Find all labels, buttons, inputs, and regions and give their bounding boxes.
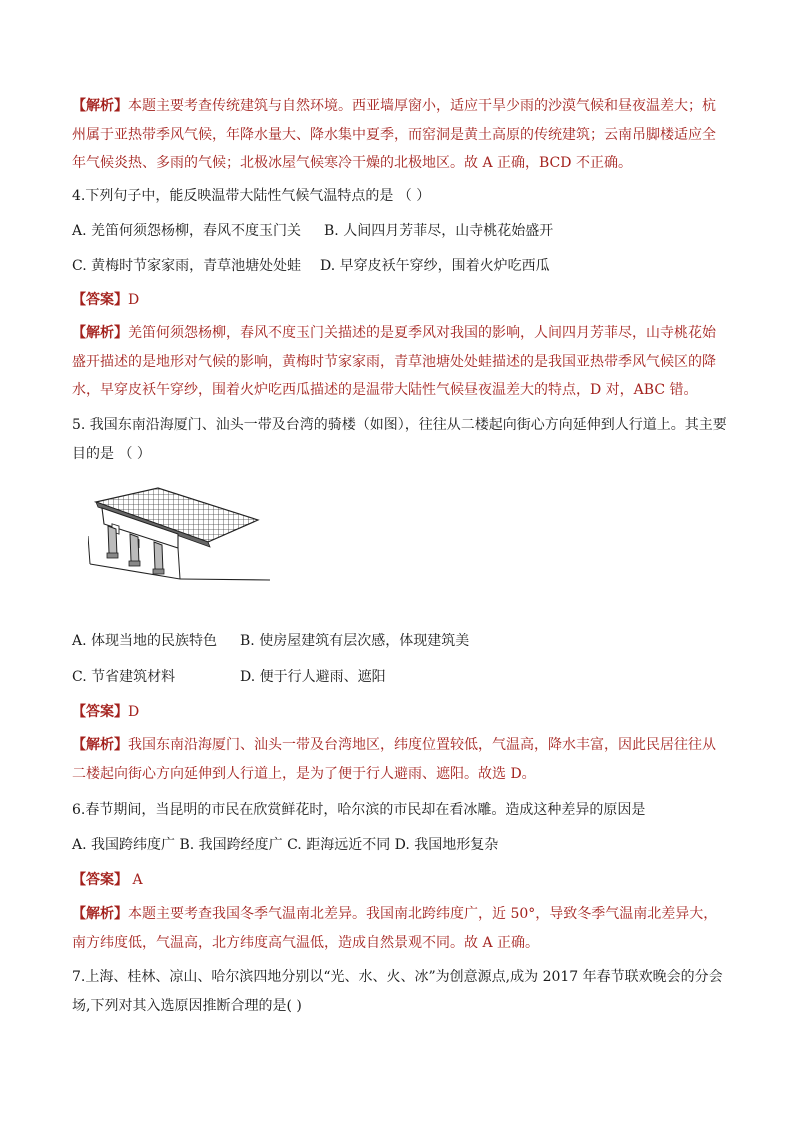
analysis-text: 我国东南沿海厦门、汕头一带及台湾地区，纬度位置较低，气温高，降水丰富，因此民居往往从二楼起向街心方向延伸到人行道上，是为了便于行人避雨、遮阳。故选 D。 xyxy=(72,737,716,782)
answer-value: D xyxy=(128,704,140,720)
q4-option-a: A. 羌笛何须怨杨柳，春风不度玉门关 xyxy=(72,223,302,239)
q4-option-b: B. 人间四月芳菲尽，山寺桃花始盛开 xyxy=(324,223,554,239)
question-4-stem: 4.下列句子中，能反映温带大陆性气候气温特点的是 （ ） xyxy=(72,188,431,204)
analysis-tag: 【解析】 xyxy=(72,325,128,341)
q4-answer xyxy=(72,290,139,310)
question-5-stem: 5. 我国东南沿海厦门、汕头一带及台湾的骑楼（如图），往往从二楼起向街心方向延伸到人行道上。其主要目的是 （ ） xyxy=(72,417,727,462)
analysis-tag: 【解析】 xyxy=(72,98,128,114)
q5-option-c: C. 节省建筑材料 xyxy=(72,669,176,685)
q4-option-c: C. 黄梅时节家家雨，青草池塘处处蛙 xyxy=(72,258,302,274)
analysis-paragraph-q3 xyxy=(72,92,728,178)
question-6-stem: 6.春节期间，当昆明的市民在欣赏鲜花时，哈尔滨的市民却在看冰雕。造成这种差异的原因是 xyxy=(72,802,646,818)
q4-analysis xyxy=(72,319,728,405)
q6-answer xyxy=(72,870,143,890)
analysis-text: 本题主要考查我国冬季气温南北差异。我国南北跨纬度广，近 50°，导致冬季气温南北差异大，南方纬度低，气温高，北方纬度高气温低，造成自然景观不同。故 A 正确。 xyxy=(72,906,718,951)
q5-analysis xyxy=(72,731,728,788)
q5-answer xyxy=(72,702,139,722)
answer-value: D xyxy=(128,292,140,308)
answer-tag: 【答案】 xyxy=(72,292,128,308)
analysis-text: 羌笛何须怨杨柳，春风不度玉门关描述的是夏季风对我国的影响，人间四月芳菲尽，山寺桃花始盛开描述的是地形对气候的影响，黄梅时节家家雨，青草池塘处处蛙描述的是我国亚热带季风气候区的降水，早穿皮袄午穿纱，围着火炉吃西瓜描述的是温带大陆性气候昼夜温差大的特点，D 对，ABC 错。 xyxy=(72,325,716,398)
analysis-tag: 【解析】 xyxy=(72,737,128,753)
analysis-text: 本题主要考查传统建筑与自然环境。西亚墙厚窗小，适应干旱少雨的沙漠气候和昼夜温差大；杭州属于亚热带季风气候，年降水量大、降水集中夏季，而窑洞是黄土高原的传统建筑；云南吊脚楼适应全年气候炎热、多雨的气候；北极冰屋气候寒冷干燥的北极地区。故 A 正确，BCD 不正确。 xyxy=(72,98,716,171)
answer-tag: 【答案】 xyxy=(72,704,128,720)
q5-option-d: D. 便于行人避雨、遮阳 xyxy=(240,669,386,685)
q5-option-a: A. 体现当地的民族特色 xyxy=(72,633,218,649)
answer-value: A xyxy=(128,872,143,888)
analysis-tag: 【解析】 xyxy=(72,906,128,922)
q6-analysis xyxy=(72,900,728,957)
q5-option-b: B. 使房屋建筑有层次感，体现建筑美 xyxy=(240,633,470,649)
answer-tag: 【答案】 xyxy=(72,872,128,888)
question-7-stem: 7.上海、桂林、凉山、哈尔滨四地分别以“光、水、火、冰”为创意源点,成为 2017 年春节联欢晚会的分会场,下列对其入选原因推断合理的是( ) xyxy=(72,969,723,1014)
arcade-building-illustration xyxy=(88,484,273,584)
q4-option-d: D. 早穿皮袄午穿纱，围着火炉吃西瓜 xyxy=(320,258,550,274)
q6-options: A. 我国跨纬度广 B. 我国跨经度广 C. 距海远近不同 D. 我国地形复杂 xyxy=(72,837,499,853)
